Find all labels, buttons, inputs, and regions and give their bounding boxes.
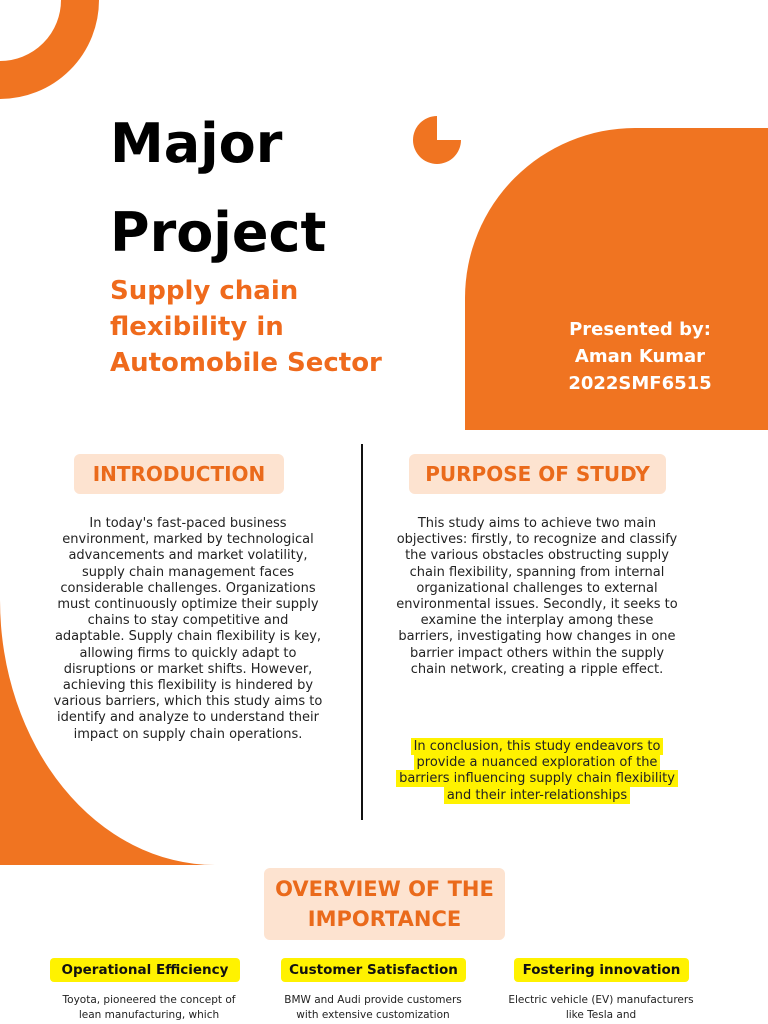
conclusion-highlight: [392, 739, 682, 804]
introduction-heading: INTRODUCTION: [74, 454, 284, 494]
operational-efficiency-label: Operational Efficiency: [50, 958, 240, 982]
purpose-text: This study aims to achieve two main objectives: firstly, to recognize and classify the various obstacles obstructing supply chain flexibility, spanning from internal organizational challenges to external environmental issues. Secondly, it seeks to examine the interplay among these barriers, investigating how changes in one barrier impact others within the supply chain network, creating a ripple effect.: [396, 516, 678, 677]
customer-satisfaction-label: Customer Satisfaction: [281, 958, 466, 982]
introduction-text: In today's fast-paced business environment, marked by technological advancements and market volatility, supply chain management faces considerable challenges. Organizations must continuously optimize their supply chains to stay competitive and adaptable. Supply chain flexibility is key, allowing firms to quickly adapt to disruptions or market shifts. However, achieving this flexibility is hindered by various barriers, which this study aims to identify and analyze to understand their impact on supply chain operations.: [53, 516, 323, 742]
operational-efficiency-text: Toyota, pioneered the concept of lean manufacturing, which: [62, 994, 236, 1021]
presenter-id: 2022SMF6515: [568, 373, 712, 394]
customer-satisfaction-text: BMW and Audi provide customers with extensive customization: [284, 994, 462, 1021]
fostering-innovation-text: Electric vehicle (EV) manufacturers like Tesla and: [508, 994, 694, 1021]
fostering-innovation-label: Fostering innovation: [514, 958, 689, 982]
decorative-arc-top-left: [0, 0, 100, 100]
purpose-heading: PURPOSE OF STUDY: [409, 454, 666, 494]
overview-heading: OVERVIEW OF THE IMPORTANCE: [264, 868, 505, 940]
presenter-name: Aman Kumar: [574, 346, 706, 367]
page-subtitle: Supply chain flexibility in Automobile Sector: [110, 276, 382, 378]
presenter-info: [540, 316, 740, 397]
column-divider: [361, 444, 363, 820]
decorative-three-quarter-circle: [405, 108, 469, 172]
page-title: Major Project: [110, 112, 327, 264]
presenter-label: Presented by:: [569, 319, 711, 340]
conclusion-text: In conclusion, this study endeavors to provide a nuanced exploration of the barriers influencing supply chain flexibility and their inter-relationships: [396, 738, 678, 804]
